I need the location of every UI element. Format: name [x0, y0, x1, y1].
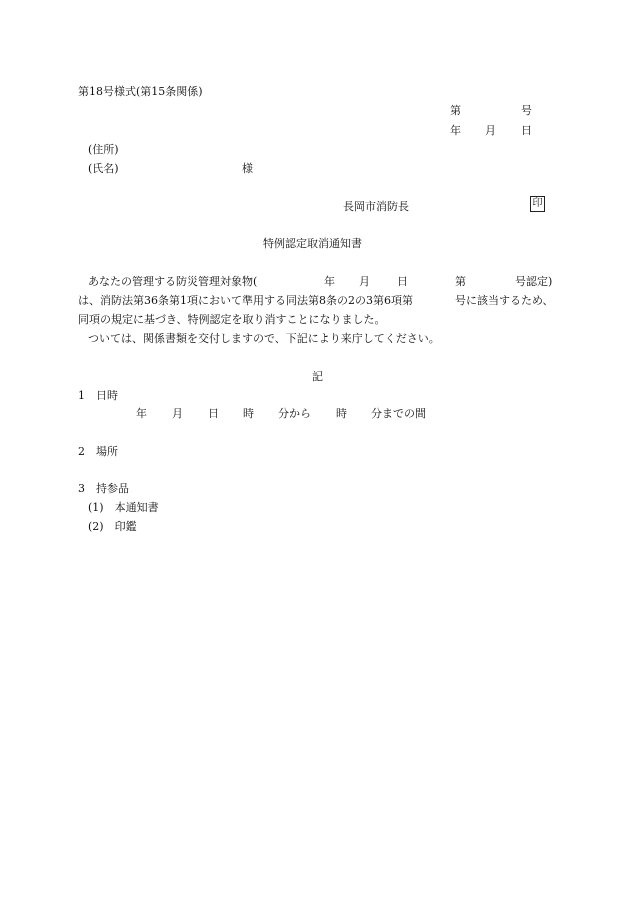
seal-mark: 印: [530, 196, 545, 212]
date-year: 年: [450, 124, 461, 137]
item-1-datetime: 1 日時: [78, 389, 118, 402]
item-3-belongings: 3 持参品: [78, 482, 129, 495]
document-title: 特例認定取消通知書: [263, 237, 362, 250]
item-3-sub-2: (2) 印鑑: [88, 520, 137, 533]
body-line-1-month: 月: [359, 275, 370, 288]
body-line-1-year: 年: [324, 275, 335, 288]
date-day: 日: [521, 124, 532, 137]
recipient-name: (氏名): [88, 162, 119, 175]
ki-heading: 記: [312, 370, 323, 383]
date-month: 月: [485, 124, 496, 137]
body-line-4: ついては、関係書類を交付しますので、下記により来庁してください。: [88, 332, 440, 345]
datetime-min-from: 分から: [278, 407, 311, 420]
item-3-sub-1: (1) 本通知書: [88, 501, 159, 514]
recipient-address: (住所): [88, 143, 119, 156]
issuer-title: 長岡市消防長: [343, 200, 409, 213]
body-line-1-go: 号認定): [515, 275, 553, 288]
doc-number-prefix: 第: [450, 104, 461, 117]
item-2-place: 2 場所: [78, 445, 118, 458]
body-line-1-lead: あなたの管理する防災管理対象物(: [88, 275, 258, 288]
datetime-hour: 時: [243, 407, 254, 420]
body-line-2-b: 号に該当するため、: [455, 294, 554, 307]
datetime-day: 日: [208, 407, 219, 420]
datetime-month: 月: [172, 407, 183, 420]
body-line-1-dai: 第: [455, 275, 466, 288]
datetime-year: 年: [136, 407, 147, 420]
body-line-2-a: は、消防法第36条第1項において準用する同法第8条の2の3第6項第: [78, 294, 413, 307]
body-line-3: 同項の規定に基づき、特例認定を取り消すことになりました。: [78, 313, 386, 326]
doc-number-suffix: 号: [521, 104, 532, 117]
form-label: 第18号様式(第15条関係): [78, 85, 203, 98]
body-line-1-day: 日: [397, 275, 408, 288]
datetime-hour2: 時: [336, 407, 347, 420]
datetime-min-until: 分までの間: [371, 407, 426, 420]
recipient-honorific: 様: [242, 162, 253, 175]
